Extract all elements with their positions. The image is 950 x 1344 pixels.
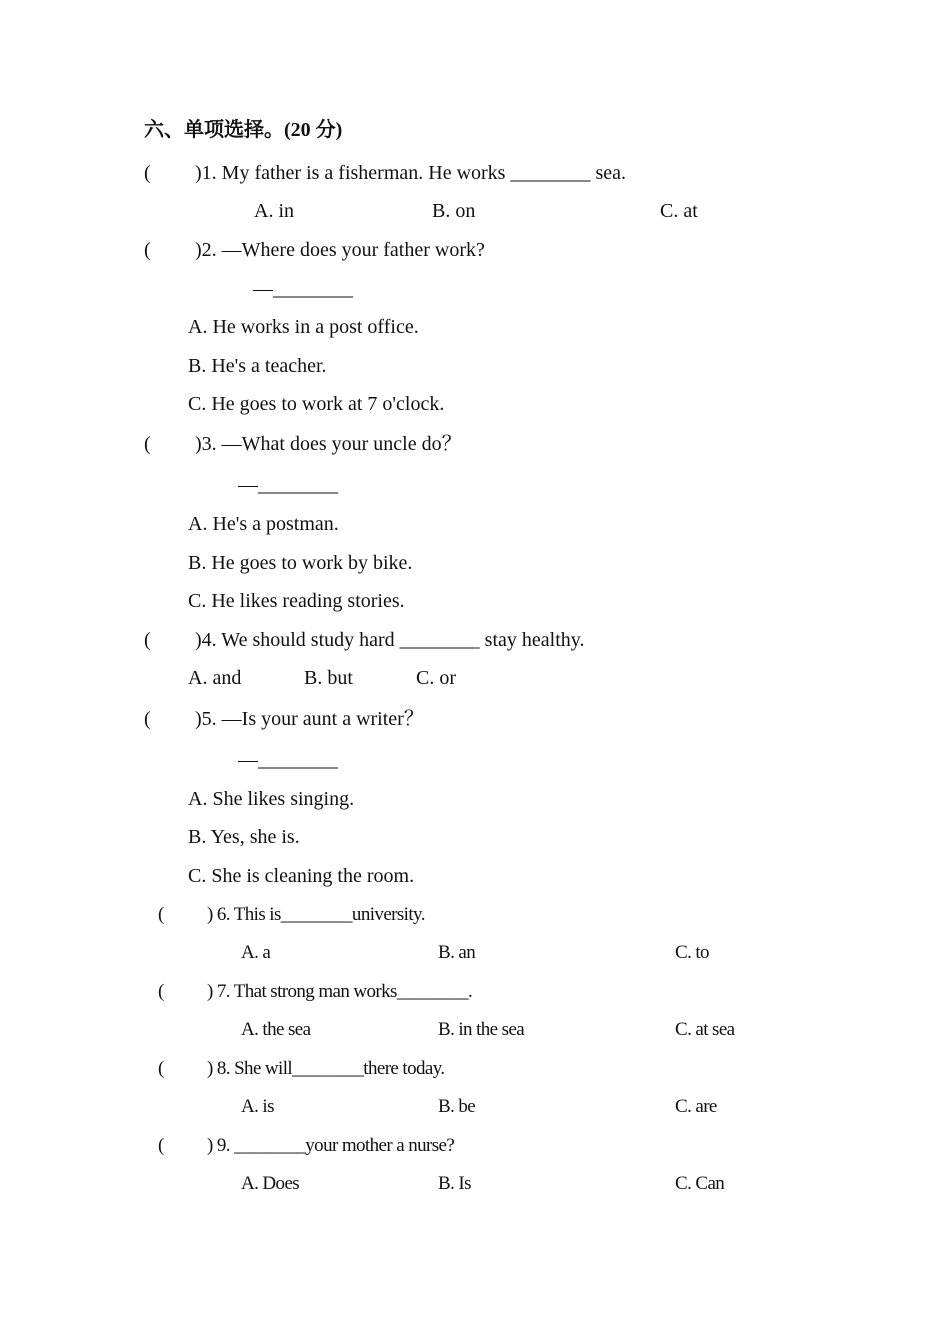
question-1-option-c: C. at [660, 200, 698, 222]
question-8-option-c: C. are [675, 1096, 717, 1117]
question-9-option-b: B. Is [438, 1173, 471, 1194]
question-5-option-c: C. She is cleaning the room. [188, 865, 415, 887]
question-3-prompt: )3. —What does your uncle do？ [195, 433, 462, 455]
question-4-option-b: B. but [304, 667, 353, 689]
question-8-option-a: A. is [241, 1096, 274, 1117]
question-6-option-c: C. to [675, 942, 709, 963]
answer-paren: ( [144, 239, 151, 261]
question-1-option-a: A. in [254, 200, 294, 222]
question-5-prompt: )5. —Is your aunt a writer？ [195, 708, 424, 730]
question-2-option-a: A. He works in a post office. [188, 316, 419, 338]
question-9-option-a: A. Does [241, 1173, 300, 1194]
question-7-option-b: B. in the sea [438, 1019, 525, 1040]
question-3-option-b: B. He goes to work by bike. [188, 552, 413, 574]
question-4-option-c: C. or [416, 667, 456, 689]
question-3-option-c: C. He likes reading stories. [188, 590, 405, 612]
question-6-option-b: B. an [438, 942, 476, 963]
question-1-prompt: )1. My father is a fisherman. He works ________ sea. [195, 162, 627, 184]
answer-paren: ( [158, 1058, 164, 1079]
question-2-option-b: B. He's a teacher. [188, 355, 327, 377]
section-title: 六、单项选择。(20 分) [144, 119, 343, 141]
question-6-option-a: A. a [241, 942, 271, 963]
question-5-answer-blank: —________ [238, 749, 338, 771]
question-7-prompt: ) 7. That strong man works________. [207, 981, 473, 1002]
question-7-option-a: A. the sea [241, 1019, 311, 1040]
answer-paren: ( [144, 162, 151, 184]
answer-paren: ( [144, 708, 151, 730]
answer-paren: ( [158, 904, 164, 925]
question-8-prompt: ) 8. She will________there today. [207, 1058, 445, 1079]
question-3-answer-blank: —________ [238, 474, 338, 496]
question-4-option-a: A. and [188, 667, 242, 689]
question-9-option-c: C. Can [675, 1173, 725, 1194]
question-2-prompt: )2. —Where does your father work? [195, 239, 485, 261]
question-2-option-c: C. He goes to work at 7 o'clock. [188, 393, 445, 415]
question-5-option-a: A. She likes singing. [188, 788, 355, 810]
answer-paren: ( [144, 629, 151, 651]
answer-paren: ( [144, 433, 151, 455]
answer-paren: ( [158, 981, 164, 1002]
question-5-option-b: B. Yes, she is. [188, 826, 300, 848]
question-4-prompt: )4. We should study hard ________ stay healthy. [195, 629, 585, 651]
question-1-option-b: B. on [432, 200, 476, 222]
question-6-prompt: ) 6. This is________university. [207, 904, 425, 925]
question-3-option-a: A. He's a postman. [188, 513, 339, 535]
question-8-option-b: B. be [438, 1096, 476, 1117]
question-2-answer-blank: —________ [253, 278, 353, 300]
answer-paren: ( [158, 1135, 164, 1156]
question-9-prompt: ) 9. ________your mother a nurse? [207, 1135, 455, 1156]
question-7-option-c: C. at sea [675, 1019, 735, 1040]
